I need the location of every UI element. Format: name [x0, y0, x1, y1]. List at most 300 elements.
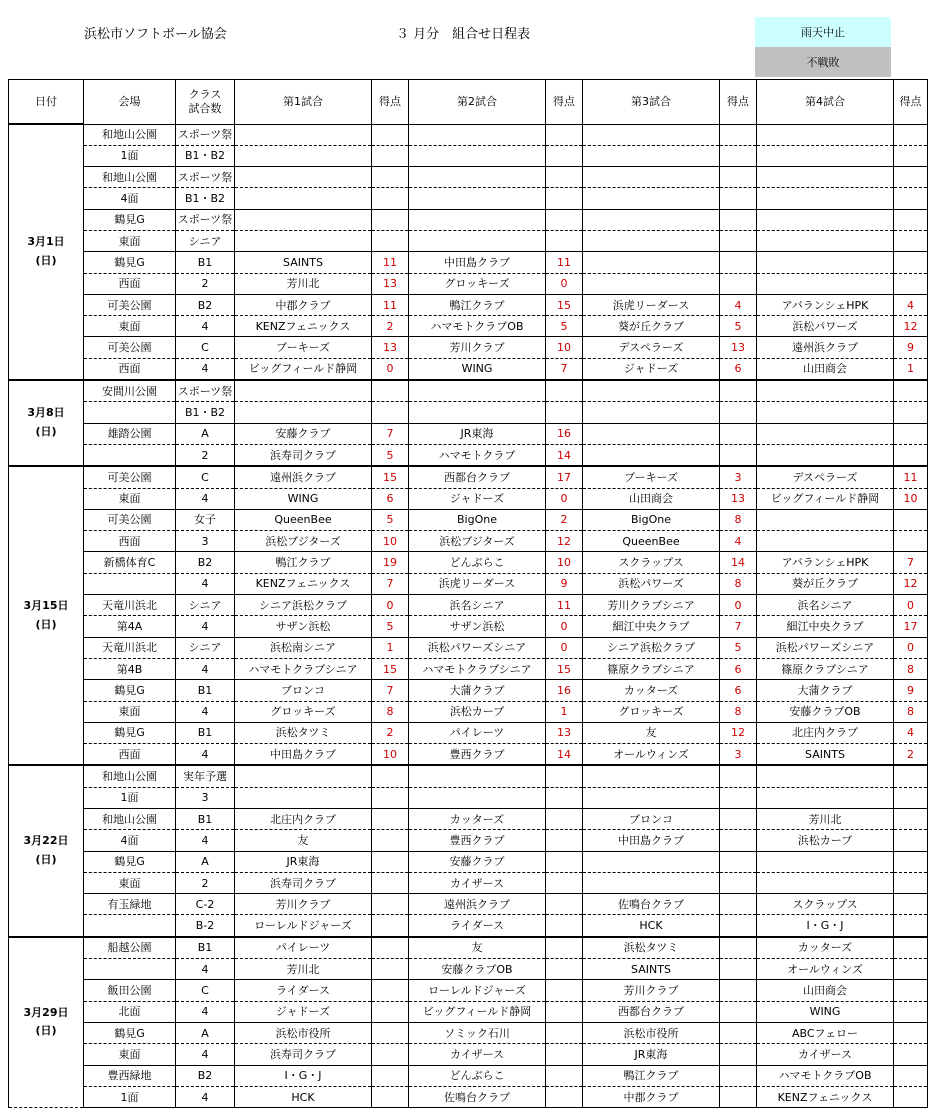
game3-score: 8 — [720, 701, 757, 722]
game2-score: 15 — [546, 294, 583, 315]
game3-team: 中田島クラブ — [583, 830, 720, 851]
game1-team: HCK — [235, 1086, 372, 1107]
game4-team: 浜名シニア — [757, 595, 894, 616]
game1-team: I・G・J — [235, 1065, 372, 1086]
game2-score — [546, 872, 583, 893]
game1-score: 15 — [372, 658, 409, 679]
game2-team: 浜松ブジターズ — [409, 531, 546, 552]
class: 2 — [176, 273, 235, 294]
game2-team: グロッキーズ — [409, 273, 546, 294]
game1-score — [372, 1044, 409, 1065]
game1-score — [372, 787, 409, 808]
table-row — [9, 252, 928, 273]
class: シニア — [176, 637, 235, 658]
class: スポーツ祭 — [176, 167, 235, 188]
game1-team: ローレルドジャーズ — [235, 915, 372, 937]
game3-team — [583, 423, 720, 444]
game4-team: 遠州浜クラブ — [757, 337, 894, 358]
class: 実年予選 — [176, 765, 235, 787]
game2-team: 中田島クラブ — [409, 252, 546, 273]
venue: 東面 — [84, 230, 176, 251]
venue: 和地山公園 — [84, 124, 176, 145]
game3-score — [720, 1001, 757, 1022]
game4-team: ビッグフィールド静岡 — [757, 488, 894, 509]
game1-score: 10 — [372, 744, 409, 766]
game1-score — [372, 1001, 409, 1022]
game4-score — [894, 380, 928, 402]
game4-score — [894, 444, 928, 466]
game2-score — [546, 209, 583, 230]
venue: 豊西緑地 — [84, 1065, 176, 1086]
game3-team — [583, 872, 720, 893]
venue — [84, 915, 176, 937]
game2-team: ハマモトクラブOB — [409, 316, 546, 337]
game3-score: 5 — [720, 637, 757, 658]
venue: 4面 — [84, 830, 176, 851]
game1-score: 5 — [372, 616, 409, 637]
class: シニア — [176, 595, 235, 616]
game3-score — [720, 402, 757, 423]
game2-score — [546, 980, 583, 1001]
game2-score: 1 — [546, 701, 583, 722]
game3-team — [583, 145, 720, 166]
game1-team: ライダース — [235, 980, 372, 1001]
game4-score — [894, 1022, 928, 1043]
game4-score: 7 — [894, 552, 928, 573]
table-row — [9, 573, 928, 594]
table-row — [9, 145, 928, 166]
table-row — [9, 294, 928, 315]
game3-score — [720, 787, 757, 808]
venue: 安間川公園 — [84, 380, 176, 402]
game1-score — [372, 894, 409, 915]
class: 4 — [176, 488, 235, 509]
game3-team: 浜松市役所 — [583, 1022, 720, 1043]
game3-team: 鴨江クラブ — [583, 1065, 720, 1086]
game2-score — [546, 765, 583, 787]
class: A — [176, 1022, 235, 1043]
game2-score — [546, 1022, 583, 1043]
game4-team: I・G・J — [757, 915, 894, 937]
game2-score: 10 — [546, 552, 583, 573]
match-date — [9, 937, 84, 1108]
game3-team: グロッキーズ — [583, 701, 720, 722]
game3-score — [720, 937, 757, 959]
game4-team — [757, 273, 894, 294]
class: 4 — [176, 1044, 235, 1065]
game4-score: 2 — [894, 744, 928, 766]
game3-score: 0 — [720, 595, 757, 616]
table-row — [9, 1022, 928, 1043]
game1-team: 芳川北 — [235, 273, 372, 294]
venue: 鶴見G — [84, 1022, 176, 1043]
game4-score — [894, 851, 928, 872]
game4-score — [894, 937, 928, 959]
date-label: 3月29日 — [23, 1005, 69, 1019]
venue: 東面 — [84, 488, 176, 509]
class: 3 — [176, 787, 235, 808]
game3-team — [583, 273, 720, 294]
game2-score — [546, 937, 583, 959]
game1-team — [235, 765, 372, 787]
col-date: 日付 — [9, 80, 84, 125]
game3-team: ブーキーズ — [583, 466, 720, 488]
venue — [84, 444, 176, 466]
game3-score — [720, 423, 757, 444]
game1-team: SAINTS — [235, 252, 372, 273]
game3-team: BigOne — [583, 509, 720, 530]
game1-score: 2 — [372, 316, 409, 337]
game1-team: QueenBee — [235, 509, 372, 530]
venue: 飯田公園 — [84, 980, 176, 1001]
table-row — [9, 616, 928, 637]
game2-score: 11 — [546, 595, 583, 616]
game3-team: ジャドーズ — [583, 358, 720, 380]
table-row — [9, 466, 928, 488]
game3-team — [583, 252, 720, 273]
game4-team — [757, 188, 894, 209]
game1-score: 5 — [372, 509, 409, 530]
class: B1 — [176, 680, 235, 701]
game3-score — [720, 1086, 757, 1107]
game1-team: 鴨江クラブ — [235, 552, 372, 573]
venue: 新橋体育C — [84, 552, 176, 573]
venue: 1面 — [84, 787, 176, 808]
game3-score — [720, 209, 757, 230]
class: 4 — [176, 316, 235, 337]
game1-team: 遠州浜クラブ — [235, 466, 372, 488]
venue: 鶴見G — [84, 722, 176, 743]
class: B1 — [176, 722, 235, 743]
game1-team: ハマモトクラブシニア — [235, 658, 372, 679]
table-row — [9, 809, 928, 830]
game3-team: スクラップス — [583, 552, 720, 573]
game3-team: 浜松パワーズ — [583, 573, 720, 594]
game1-team: 友 — [235, 830, 372, 851]
game3-team: 山田商会 — [583, 488, 720, 509]
game2-team: 豊西クラブ — [409, 830, 546, 851]
game2-score — [546, 894, 583, 915]
game4-team: アバランシェHPK — [757, 552, 894, 573]
legend-rain-cancel: 雨天中止 — [755, 17, 891, 47]
game1-team: 安藤クラブ — [235, 423, 372, 444]
table-row — [9, 937, 928, 959]
class: C — [176, 337, 235, 358]
venue: 天竜川浜北 — [84, 637, 176, 658]
game3-team — [583, 209, 720, 230]
game1-team: 浜寿司クラブ — [235, 872, 372, 893]
game4-score — [894, 830, 928, 851]
game2-team: 芳川クラブ — [409, 337, 546, 358]
game3-team: QueenBee — [583, 531, 720, 552]
game4-score — [894, 1086, 928, 1107]
game4-score: 8 — [894, 701, 928, 722]
venue: 鶴見G — [84, 252, 176, 273]
game3-score — [720, 872, 757, 893]
table-row — [9, 872, 928, 893]
game3-score: 3 — [720, 744, 757, 766]
game4-score — [894, 402, 928, 423]
game1-team: KENZフェニックス — [235, 316, 372, 337]
game4-team — [757, 124, 894, 145]
venue: 1面 — [84, 1086, 176, 1107]
game2-team: ハマモトクラブ — [409, 444, 546, 466]
table-row — [9, 230, 928, 251]
table-row — [9, 1001, 928, 1022]
class: 4 — [176, 358, 235, 380]
game4-team: 細江中央クラブ — [757, 616, 894, 637]
class: 4 — [176, 830, 235, 851]
game3-team — [583, 188, 720, 209]
table-row — [9, 124, 928, 145]
class: B1 — [176, 937, 235, 959]
game3-team — [583, 444, 720, 466]
venue: 東面 — [84, 701, 176, 722]
game3-score: 6 — [720, 658, 757, 679]
game4-team — [757, 402, 894, 423]
game1-team: 芳川クラブ — [235, 894, 372, 915]
game3-score — [720, 980, 757, 1001]
class: 女子 — [176, 509, 235, 530]
game4-score — [894, 145, 928, 166]
game2-team: ハマモトクラブシニア — [409, 658, 546, 679]
game2-score — [546, 230, 583, 251]
class: スポーツ祭 — [176, 380, 235, 402]
class: 4 — [176, 744, 235, 766]
class: 4 — [176, 959, 235, 980]
game2-team: 鴨江クラブ — [409, 294, 546, 315]
game2-team: どんぶらこ — [409, 552, 546, 573]
game1-score: 10 — [372, 531, 409, 552]
game1-team: KENZフェニックス — [235, 573, 372, 594]
weekday-label: (日) — [35, 254, 57, 268]
game3-score — [720, 915, 757, 937]
venue: 和地山公園 — [84, 765, 176, 787]
game4-score: 11 — [894, 466, 928, 488]
game1-score: 19 — [372, 552, 409, 573]
game1-team: パイレーツ — [235, 937, 372, 959]
col-game2: 第2試合 — [409, 80, 546, 125]
venue: 東面 — [84, 872, 176, 893]
game4-team: 浜松カーブ — [757, 830, 894, 851]
game3-score: 6 — [720, 680, 757, 701]
game4-team: スクラップス — [757, 894, 894, 915]
game2-team: ジャドーズ — [409, 488, 546, 509]
game1-score: 11 — [372, 294, 409, 315]
class: 4 — [176, 573, 235, 594]
game1-score — [372, 167, 409, 188]
game2-score — [546, 188, 583, 209]
game4-score: 4 — [894, 722, 928, 743]
game1-score: 0 — [372, 358, 409, 380]
game2-team — [409, 765, 546, 787]
game3-score: 3 — [720, 466, 757, 488]
game4-score — [894, 531, 928, 552]
game1-score — [372, 209, 409, 230]
game2-team: カイザース — [409, 872, 546, 893]
game3-team — [583, 167, 720, 188]
game2-team: 遠州浜クラブ — [409, 894, 546, 915]
game4-team — [757, 145, 894, 166]
venue — [84, 573, 176, 594]
venue: 鶴見G — [84, 851, 176, 872]
game1-team: ブロンコ — [235, 680, 372, 701]
game4-team — [757, 252, 894, 273]
game4-score — [894, 809, 928, 830]
venue: 鶴見G — [84, 209, 176, 230]
game1-team: 浜寿司クラブ — [235, 1044, 372, 1065]
game3-score — [720, 145, 757, 166]
game3-team — [583, 402, 720, 423]
legend-forfeit: 不戦敗 — [755, 47, 891, 77]
game4-score: 12 — [894, 573, 928, 594]
table-row — [9, 316, 928, 337]
game1-score — [372, 402, 409, 423]
venue: 北面 — [84, 1001, 176, 1022]
table-row — [9, 1086, 928, 1107]
game2-score: 14 — [546, 444, 583, 466]
game2-score: 9 — [546, 573, 583, 594]
game3-score — [720, 1065, 757, 1086]
game2-score — [546, 380, 583, 402]
game4-score — [894, 124, 928, 145]
game3-team — [583, 851, 720, 872]
game1-score — [372, 1022, 409, 1043]
venue: 第4B — [84, 658, 176, 679]
table-row — [9, 851, 928, 872]
table-row — [9, 380, 928, 402]
table-row — [9, 188, 928, 209]
game3-score: 13 — [720, 488, 757, 509]
game3-team: SAINTS — [583, 959, 720, 980]
game2-team: ライダース — [409, 915, 546, 937]
game3-team: 中郡クラブ — [583, 1086, 720, 1107]
game1-score: 1 — [372, 637, 409, 658]
game2-team: ソミック石川 — [409, 1022, 546, 1043]
game4-team: 山田商会 — [757, 358, 894, 380]
venue: 和地山公園 — [84, 167, 176, 188]
game1-score — [372, 765, 409, 787]
game1-team: 浜寿司クラブ — [235, 444, 372, 466]
table-row — [9, 722, 928, 743]
game4-score — [894, 252, 928, 273]
venue — [84, 959, 176, 980]
game3-team: JR東海 — [583, 1044, 720, 1065]
class: B1 — [176, 809, 235, 830]
game2-score: 5 — [546, 316, 583, 337]
venue: 東面 — [84, 316, 176, 337]
game3-score — [720, 380, 757, 402]
game1-score — [372, 830, 409, 851]
game2-score — [546, 167, 583, 188]
venue: 西面 — [84, 744, 176, 766]
game1-score — [372, 851, 409, 872]
game4-team: WING — [757, 1001, 894, 1022]
class: 2 — [176, 872, 235, 893]
game4-team: カッターズ — [757, 937, 894, 959]
game4-score: 0 — [894, 637, 928, 658]
game2-team: 佐鳴台クラブ — [409, 1086, 546, 1107]
game2-score: 10 — [546, 337, 583, 358]
game2-team — [409, 188, 546, 209]
header-row — [9, 80, 928, 125]
game2-team: パイレーツ — [409, 722, 546, 743]
table-row — [9, 509, 928, 530]
game4-score: 12 — [894, 316, 928, 337]
game1-team — [235, 787, 372, 808]
table-row — [9, 273, 928, 294]
venue: 西面 — [84, 273, 176, 294]
col-game1: 第1試合 — [235, 80, 372, 125]
table-row — [9, 402, 928, 423]
game3-score — [720, 765, 757, 787]
game2-score — [546, 787, 583, 808]
class: 2 — [176, 444, 235, 466]
class: スポーツ祭 — [176, 209, 235, 230]
game2-score: 0 — [546, 488, 583, 509]
game1-score: 15 — [372, 466, 409, 488]
game2-score: 16 — [546, 680, 583, 701]
game3-score: 8 — [720, 573, 757, 594]
game3-team — [583, 124, 720, 145]
game3-score — [720, 830, 757, 851]
game2-team — [409, 124, 546, 145]
venue: 可美公園 — [84, 466, 176, 488]
game4-score — [894, 1044, 928, 1065]
game4-score: 9 — [894, 337, 928, 358]
game2-score: 16 — [546, 423, 583, 444]
table-row — [9, 658, 928, 679]
venue: 東面 — [84, 1044, 176, 1065]
game3-score: 12 — [720, 722, 757, 743]
game1-score — [372, 230, 409, 251]
venue: 雄踏公園 — [84, 423, 176, 444]
match-date — [9, 765, 84, 936]
game1-team: 浜松南シニア — [235, 637, 372, 658]
game2-score — [546, 830, 583, 851]
game1-score: 2 — [372, 722, 409, 743]
game4-team: 大蒲クラブ — [757, 680, 894, 701]
table-row — [9, 337, 928, 358]
game2-score: 14 — [546, 744, 583, 766]
game4-team — [757, 509, 894, 530]
table-row — [9, 531, 928, 552]
game3-team: シニア浜松クラブ — [583, 637, 720, 658]
game1-team — [235, 230, 372, 251]
game1-team — [235, 167, 372, 188]
game4-team — [757, 872, 894, 893]
game2-score: 0 — [546, 637, 583, 658]
class: B1・B2 — [176, 402, 235, 423]
game2-team: サザン浜松 — [409, 616, 546, 637]
game1-team: グロッキーズ — [235, 701, 372, 722]
class: B2 — [176, 552, 235, 573]
game2-team: JR東海 — [409, 423, 546, 444]
game4-score — [894, 423, 928, 444]
game1-score — [372, 1086, 409, 1107]
table-row — [9, 637, 928, 658]
game2-team: カイザース — [409, 1044, 546, 1065]
game1-score — [372, 380, 409, 402]
match-date — [9, 380, 84, 466]
game3-score — [720, 252, 757, 273]
game3-score: 13 — [720, 337, 757, 358]
game4-team — [757, 230, 894, 251]
class: B1・B2 — [176, 145, 235, 166]
game1-team — [235, 380, 372, 402]
game4-score — [894, 273, 928, 294]
date-label: 3月8日 — [27, 406, 65, 420]
